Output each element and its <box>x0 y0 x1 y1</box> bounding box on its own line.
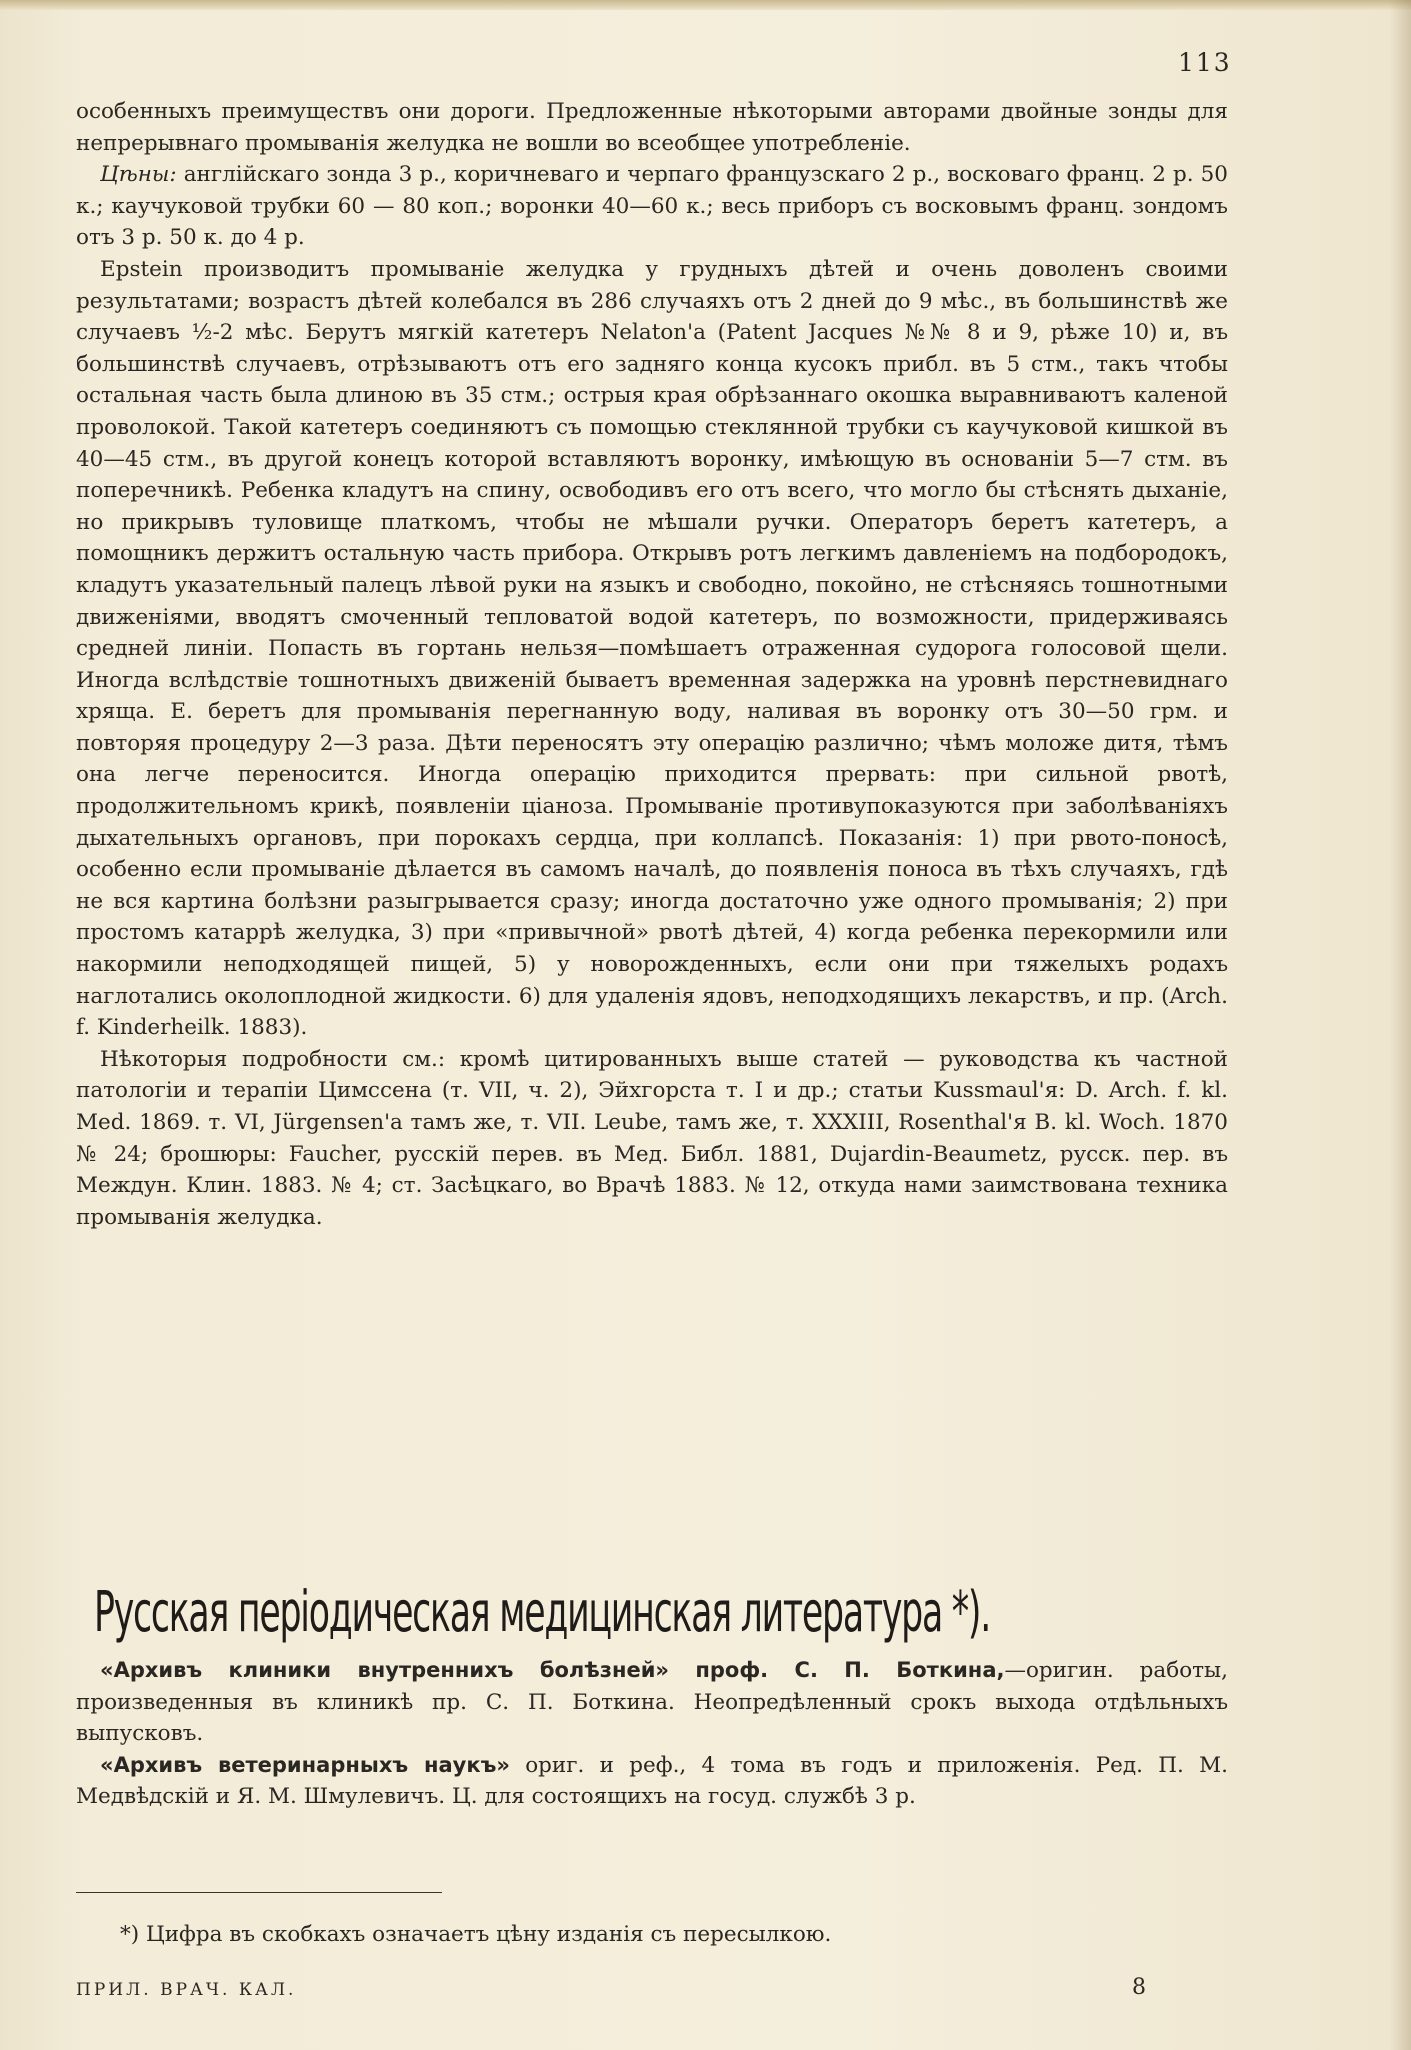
journal-entry-title: «Архивъ ветеринарныхъ наукъ» <box>100 1752 510 1777</box>
journal-entry <box>76 1655 1228 1750</box>
journal-entry-text: ориг. и реф., 4 тома въ годъ и приложенія. Ред. П. М. Медвѣдскій и Я. М. Шмулевичъ. Ц. для состоящихъ на госуд. службѣ 3 р. <box>76 1752 1228 1810</box>
page-number: 113 <box>1178 48 1232 77</box>
section-title: Русская періодическая медицинская литература *). <box>94 1580 991 1645</box>
footnote-divider <box>76 1892 442 1893</box>
footer-sheet-number: 8 <box>1132 1975 1146 2000</box>
footnote: *) Цифра въ скобкахъ означаетъ цѣну изданія съ пересылкою. <box>120 1922 832 1947</box>
paragraph-epstein: Epstein производитъ промываніе желудка у грудныхъ дѣтей и очень доволенъ своими результатами; возрастъ дѣтей колебался въ 286 случаяхъ отъ 2 дней до 9 мѣс., въ большинствѣ же случаевъ ½-2 мѣс. Берутъ мягкій катетеръ Nelaton'a (Patent Jacques №№ 8 и 9, рѣже 10) и, въ большинствѣ случаевъ, отрѣзываютъ отъ его задняго конца кусокъ прибл. въ 5 стм., такъ чтобы остальная часть была длиною въ 35 стм.; острыя края обрѣзаннаго окошка выравниваютъ каленой проволокой. Такой катетеръ соединяютъ съ помощью стеклянной трубки съ каучуковой кишкой въ 40—45 стм., въ другой конецъ которой вставляютъ воронку, имѣющую въ основаніи 5—7 стм. въ поперечникѣ. Ребенка кладутъ на спину, освободивъ его отъ всего, что могло бы стѣснять дыханіе, но прикрывъ туловище платкомъ, чтобы не мѣшали ручки. Операторъ беретъ катетеръ, а помощникъ держитъ остальную часть прибора. Открывъ ротъ легкимъ давленіемъ на подбородокъ, кладутъ указательный палецъ лѣвой руки на языкъ и свободно, покойно, не стѣсняясь тошнотными движеніями, вводятъ смоченный тепловатой водой катетеръ, по возможности, придерживаясь средней линіи. Попасть въ гортань нельзя—помѣшаетъ отраженная судорога голосовой щели. Иногда вслѣдствіе тошнотныхъ движеній бываетъ временная задержка на уровнѣ перстневиднаго хряща. E. беретъ для промыванія перегнанную воду, наливая въ воронку отъ 30—50 грм. и повторяя процедуру 2—3 раза. Дѣти переносятъ эту операцію различно; чѣмъ моложе дитя, тѣмъ она легче переносится. Иногда операцію приходится прервать: при сильной рвотѣ, продолжительномъ крикѣ, появленіи ціаноза. Промываніе противупоказуются при заболѣваніяхъ дыхательныхъ органовъ, при порокахъ сердца, при коллапсѣ. Показанія: 1) при рвото-поносѣ, особенно если промываніе дѣлается въ самомъ началѣ, до появленія поноса въ тѣхъ случаяхъ, гдѣ не вся картина болѣзни разыгрывается сразу; иногда достаточно уже одного промыванія; 2) при простомъ катаррѣ желудка, 3) при «привычной» рвотѣ дѣтей, 4) когда ребенка перекормили или накормили неподходящей пищей, 5) у новорожденныхъ, если они при тяжелыхъ родахъ наглотались околоплодной жидкости. 6) для удаленія ядовъ, неподходящихъ лекарствъ, и пр. (Arch. f. Kinderheilk. 1883). <box>76 256 1228 1041</box>
prices-label: Цѣны: <box>100 162 177 188</box>
prices-text: англійскаго зонда 3 р., коричневаго и черпаго французскаго 2 р., восковаго франц. 2 р. 50 к.; каучуковой трубки 60 — 80 коп.; воронки 40—60 к.; весь приборъ съ восковымъ франц. зондомъ отъ 3 р. 50 к. до 4 р. <box>76 162 1228 251</box>
journal-entry-text: —оригин. работы, произведенныя въ клиникѣ пр. С. П. Боткина. Неопредѣленный срокъ выхода отдѣльныхъ выпусковъ. <box>76 1658 1228 1747</box>
article-body <box>76 96 1228 1233</box>
paragraph-prices <box>76 159 1228 254</box>
page-right-edge <box>1389 0 1411 2050</box>
journal-entry <box>76 1750 1228 1813</box>
journal-entry-title: «Архивъ клиники внутреннихъ болѣзней» проф. С. П. Боткина, <box>100 1658 1005 1682</box>
paragraph-references: Нѣкоторыя подробности см.: кромѣ цитированныхъ выше статей — руководства къ частной патологіи и терапіи Цимссена (т. VII, ч. 2), Эйхгорста т. I и др.; статьи Kussmaul'я: D. Arch. f. kl. Med. 1869. т. VI, Jürgensen'a тамъ же, т. VII. Leube, тамъ же, т. XXXIII, Rosenthal'я B. kl. Woch. 1870 № 24; брошюры: Faucher, русскій перев. въ Мед. Библ. 1881, Dujardin-Beaumetz, русск. пер. въ Междун. Клин. 1883. № 4; ст. Засѣцкаго, во Врачѣ 1883. № 12, откуда нами заимствована техника промыванія желудка. <box>76 1046 1228 1230</box>
journal-entries <box>76 1655 1228 1813</box>
footer-signature: ПРИЛ. ВРАЧ. КАЛ. <box>76 1980 297 2000</box>
page-top-edge <box>0 0 1411 10</box>
paragraph-1: особенныхъ преимуществъ они дороги. Предложенные нѣкоторыми авторами двойные зонды для непрерывнаго промыванія желудка не вошли во всеобщее употребленіе. <box>76 99 1228 156</box>
